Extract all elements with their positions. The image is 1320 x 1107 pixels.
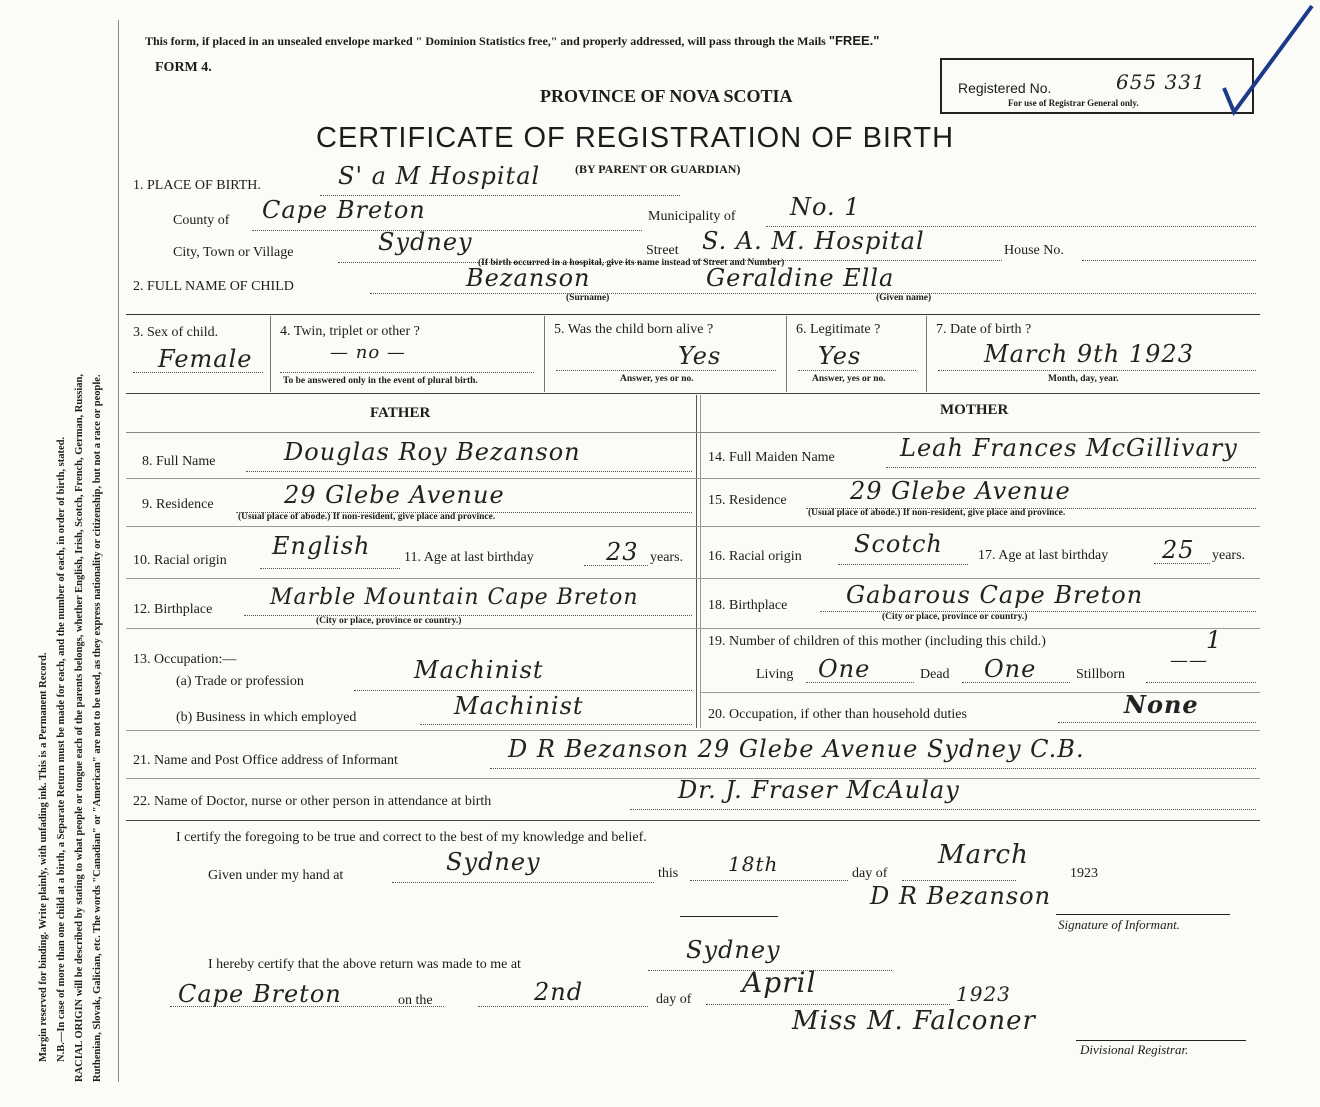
alive-caption: Answer, yes or no.	[620, 374, 694, 384]
place-of-birth-value: S' a M Hospital	[338, 162, 541, 190]
father-name-label: 8. Full Name	[142, 454, 216, 469]
dead-value: One	[984, 655, 1037, 683]
business-value: Machinist	[454, 692, 584, 720]
city-label: City, Town or Village	[173, 245, 294, 260]
mother-occupation-label: 20. Occupation, if other than household duties	[708, 707, 967, 722]
cert-month-value: March	[938, 840, 1029, 870]
postal-free: "FREE."	[828, 33, 880, 48]
father-race-value: English	[272, 532, 371, 560]
doctor-value: Dr. J. Fraser McAulay	[678, 776, 960, 804]
registrar-signature: Miss M. Falconer	[792, 1006, 1036, 1036]
mother-residence-caption: (Usual place of abode.) If non-resident, give place and province.	[808, 508, 1066, 518]
trade-label: (a) Trade or profession	[176, 674, 304, 689]
hospital-note: (If birth occurred in a hospital, give its name instead of Street and Number)	[478, 258, 785, 268]
registration-box	[940, 58, 1254, 114]
mother-residence-label: 15. Residence	[708, 493, 787, 508]
certificate-title: CERTIFICATE OF REGISTRATION OF BIRTH	[316, 122, 955, 154]
registrar-month-value: April	[742, 966, 817, 999]
dob-value: March 9th 1923	[984, 340, 1194, 368]
mother-occupation-value: None	[1124, 690, 1199, 719]
mother-race-value: Scotch	[854, 530, 943, 558]
registrar-caption: Divisional Registrar.	[1080, 1042, 1189, 1057]
municipality-value: No. 1	[790, 193, 861, 221]
alive-label: 5. Was the child born alive ?	[554, 322, 714, 337]
sex-value: Female	[158, 345, 253, 373]
cert-day-value: 18th	[728, 852, 779, 876]
mother-age-label: 17. Age at last birthday	[978, 548, 1109, 563]
dead-label: Dead	[920, 667, 950, 682]
registrar-place-value: Sydney	[686, 936, 781, 964]
informant-signature: D R Bezanson	[870, 882, 1052, 910]
dob-label: 7. Date of birth ?	[936, 322, 1032, 337]
informant-label: 21. Name and Post Office address of Informant	[133, 753, 398, 768]
municipality-label: Municipality of	[648, 209, 736, 224]
house-label: House No.	[1004, 243, 1064, 258]
twin-value: — no —	[330, 342, 406, 363]
form-number: FORM 4.	[155, 60, 212, 75]
street-label: Street	[646, 243, 679, 258]
living-label: Living	[756, 667, 794, 682]
mother-name-label: 14. Full Maiden Name	[708, 450, 835, 465]
mother-age-years: years.	[1212, 548, 1246, 563]
mother-birthplace-value: Gabarous Cape Breton	[846, 581, 1144, 609]
twin-label: 4. Twin, triplet or other ?	[280, 324, 420, 339]
legitimate-label: 6. Legitimate ?	[796, 322, 881, 337]
registered-label: Registered No.	[958, 80, 1052, 96]
stillborn-label: Stillborn	[1076, 667, 1126, 682]
given-name-caption: (Given name)	[876, 293, 932, 303]
registered-number: 655 331	[1116, 70, 1206, 94]
mother-name-value: Leah Frances McGillivary	[900, 434, 1238, 462]
cert-year-value: 1923	[1070, 866, 1098, 881]
registrar-on-the-label: on the	[398, 993, 433, 1008]
mother-residence-value: 29 Glebe Avenue	[850, 477, 1071, 505]
place-of-birth-label: 1. PLACE OF BIRTH.	[133, 178, 261, 193]
father-birthplace-label: 12. Birthplace	[133, 602, 213, 617]
registrar-year-value: 1923	[956, 982, 1011, 1006]
informant-certify-statement: I certify the foregoing to be true and correct to the best of my knowledge and belief.	[176, 830, 647, 845]
father-residence-value: 29 Glebe Avenue	[284, 481, 505, 509]
street-value: S. A. M. Hospital	[702, 227, 925, 255]
registrar-day-value: 2nd	[534, 978, 584, 1006]
margin-note-racial-origin: RACIAL ORIGIN will be described by stating to what people or tongue each of the parents belongs, whether English, Irish, Scotch, French, German, Russian,	[74, 373, 85, 1082]
sex-label: 3. Sex of child.	[133, 325, 219, 340]
county-value: Cape Breton	[262, 196, 426, 224]
margin-note-racial-origin-cont: Ruthenian, Slovak, Galician, etc. The words "Canadian" or "American" are not to be used, as they express nationality or citizenship, but not a race or people.	[92, 374, 103, 1082]
registrar-county-value: Cape Breton	[178, 980, 342, 1008]
dob-caption: Month, day, year.	[1048, 374, 1119, 384]
mother-birthplace-caption: (City or place, province or country.)	[882, 612, 1028, 622]
children-count-value: 1	[1206, 626, 1223, 654]
registrar-statement: I hereby certify that the above return was made to me at	[208, 957, 521, 972]
city-value: Sydney	[378, 228, 473, 256]
margin-note-plural-birth: N.B.—In case of more than one child at a birth, a Separate Return must be made for each, and the number of each, in order of birth, stated.	[56, 436, 67, 1062]
province-heading: PROVINCE OF NOVA SCOTIA	[540, 86, 793, 106]
county-label: County of	[173, 213, 230, 228]
father-residence-caption: (Usual place of abode.) If non-resident, give place and province.	[238, 512, 496, 522]
checkmark-icon	[1220, 0, 1320, 120]
stillborn-value: ——	[1170, 650, 1208, 671]
child-given-name: Geraldine Ella	[706, 264, 895, 292]
mother-race-label: 16. Racial origin	[708, 549, 802, 564]
living-value: One	[818, 655, 871, 683]
father-age-label: 11. Age at last birthday	[404, 550, 534, 565]
postal-note-text: This form, if placed in an unsealed envelope marked " Dominion Statistics free," and properly addressed, will pass through the Mails	[145, 34, 826, 48]
mother-heading: MOTHER	[940, 402, 1009, 418]
father-age-years: years.	[650, 550, 684, 565]
informant-signature-caption: Signature of Informant.	[1058, 917, 1180, 932]
given-under-label: Given under my hand at	[208, 868, 344, 883]
children-count-label: 19. Number of children of this mother (including this child.)	[708, 634, 1046, 649]
binding-margin-line	[118, 20, 119, 1082]
father-occupation-label: 13. Occupation:—	[133, 652, 237, 667]
margin-note-binding: Margin reserved for binding. Write plainly, with unfading ink. This is a Permanent Record.	[38, 652, 49, 1062]
mother-birthplace-label: 18. Birthplace	[708, 598, 788, 613]
father-birthplace-value: Marble Mountain Cape Breton	[270, 585, 639, 610]
child-surname: Bezanson	[466, 264, 591, 292]
this-label: this	[658, 866, 679, 881]
father-residence-label: 9. Residence	[142, 497, 214, 512]
surname-caption: (Surname)	[566, 293, 610, 303]
certificate-subtitle: (BY PARENT OR GUARDIAN)	[575, 162, 741, 176]
legitimate-caption: Answer, yes or no.	[812, 374, 886, 384]
father-name-value: Douglas Roy Bezanson	[284, 438, 581, 466]
alive-value: Yes	[678, 342, 722, 370]
registrar-use-note: For use of Registrar General only.	[1008, 98, 1139, 108]
postal-note	[145, 33, 879, 49]
trade-value: Machinist	[414, 656, 544, 684]
child-name-label: 2. FULL NAME OF CHILD	[133, 279, 294, 294]
doctor-label: 22. Name of Doctor, nurse or other person in attendance at birth	[133, 794, 492, 809]
registrar-day-of-label: day of	[656, 992, 692, 1007]
cert-day-of-label: day of	[852, 866, 888, 881]
given-place-value: Sydney	[446, 848, 541, 876]
father-race-label: 10. Racial origin	[133, 553, 227, 568]
father-birthplace-caption: (City or place, province or country.)	[316, 616, 462, 626]
father-age-value: 23	[606, 538, 639, 566]
mother-age-value: 25	[1162, 536, 1195, 564]
business-label: (b) Business in which employed	[176, 710, 357, 725]
father-heading: FATHER	[370, 405, 431, 421]
legitimate-value: Yes	[818, 342, 862, 370]
twin-caption: To be answered only in the event of plural birth.	[283, 376, 478, 386]
informant-value: D R Bezanson 29 Glebe Avenue Sydney C.B.	[508, 735, 1085, 763]
